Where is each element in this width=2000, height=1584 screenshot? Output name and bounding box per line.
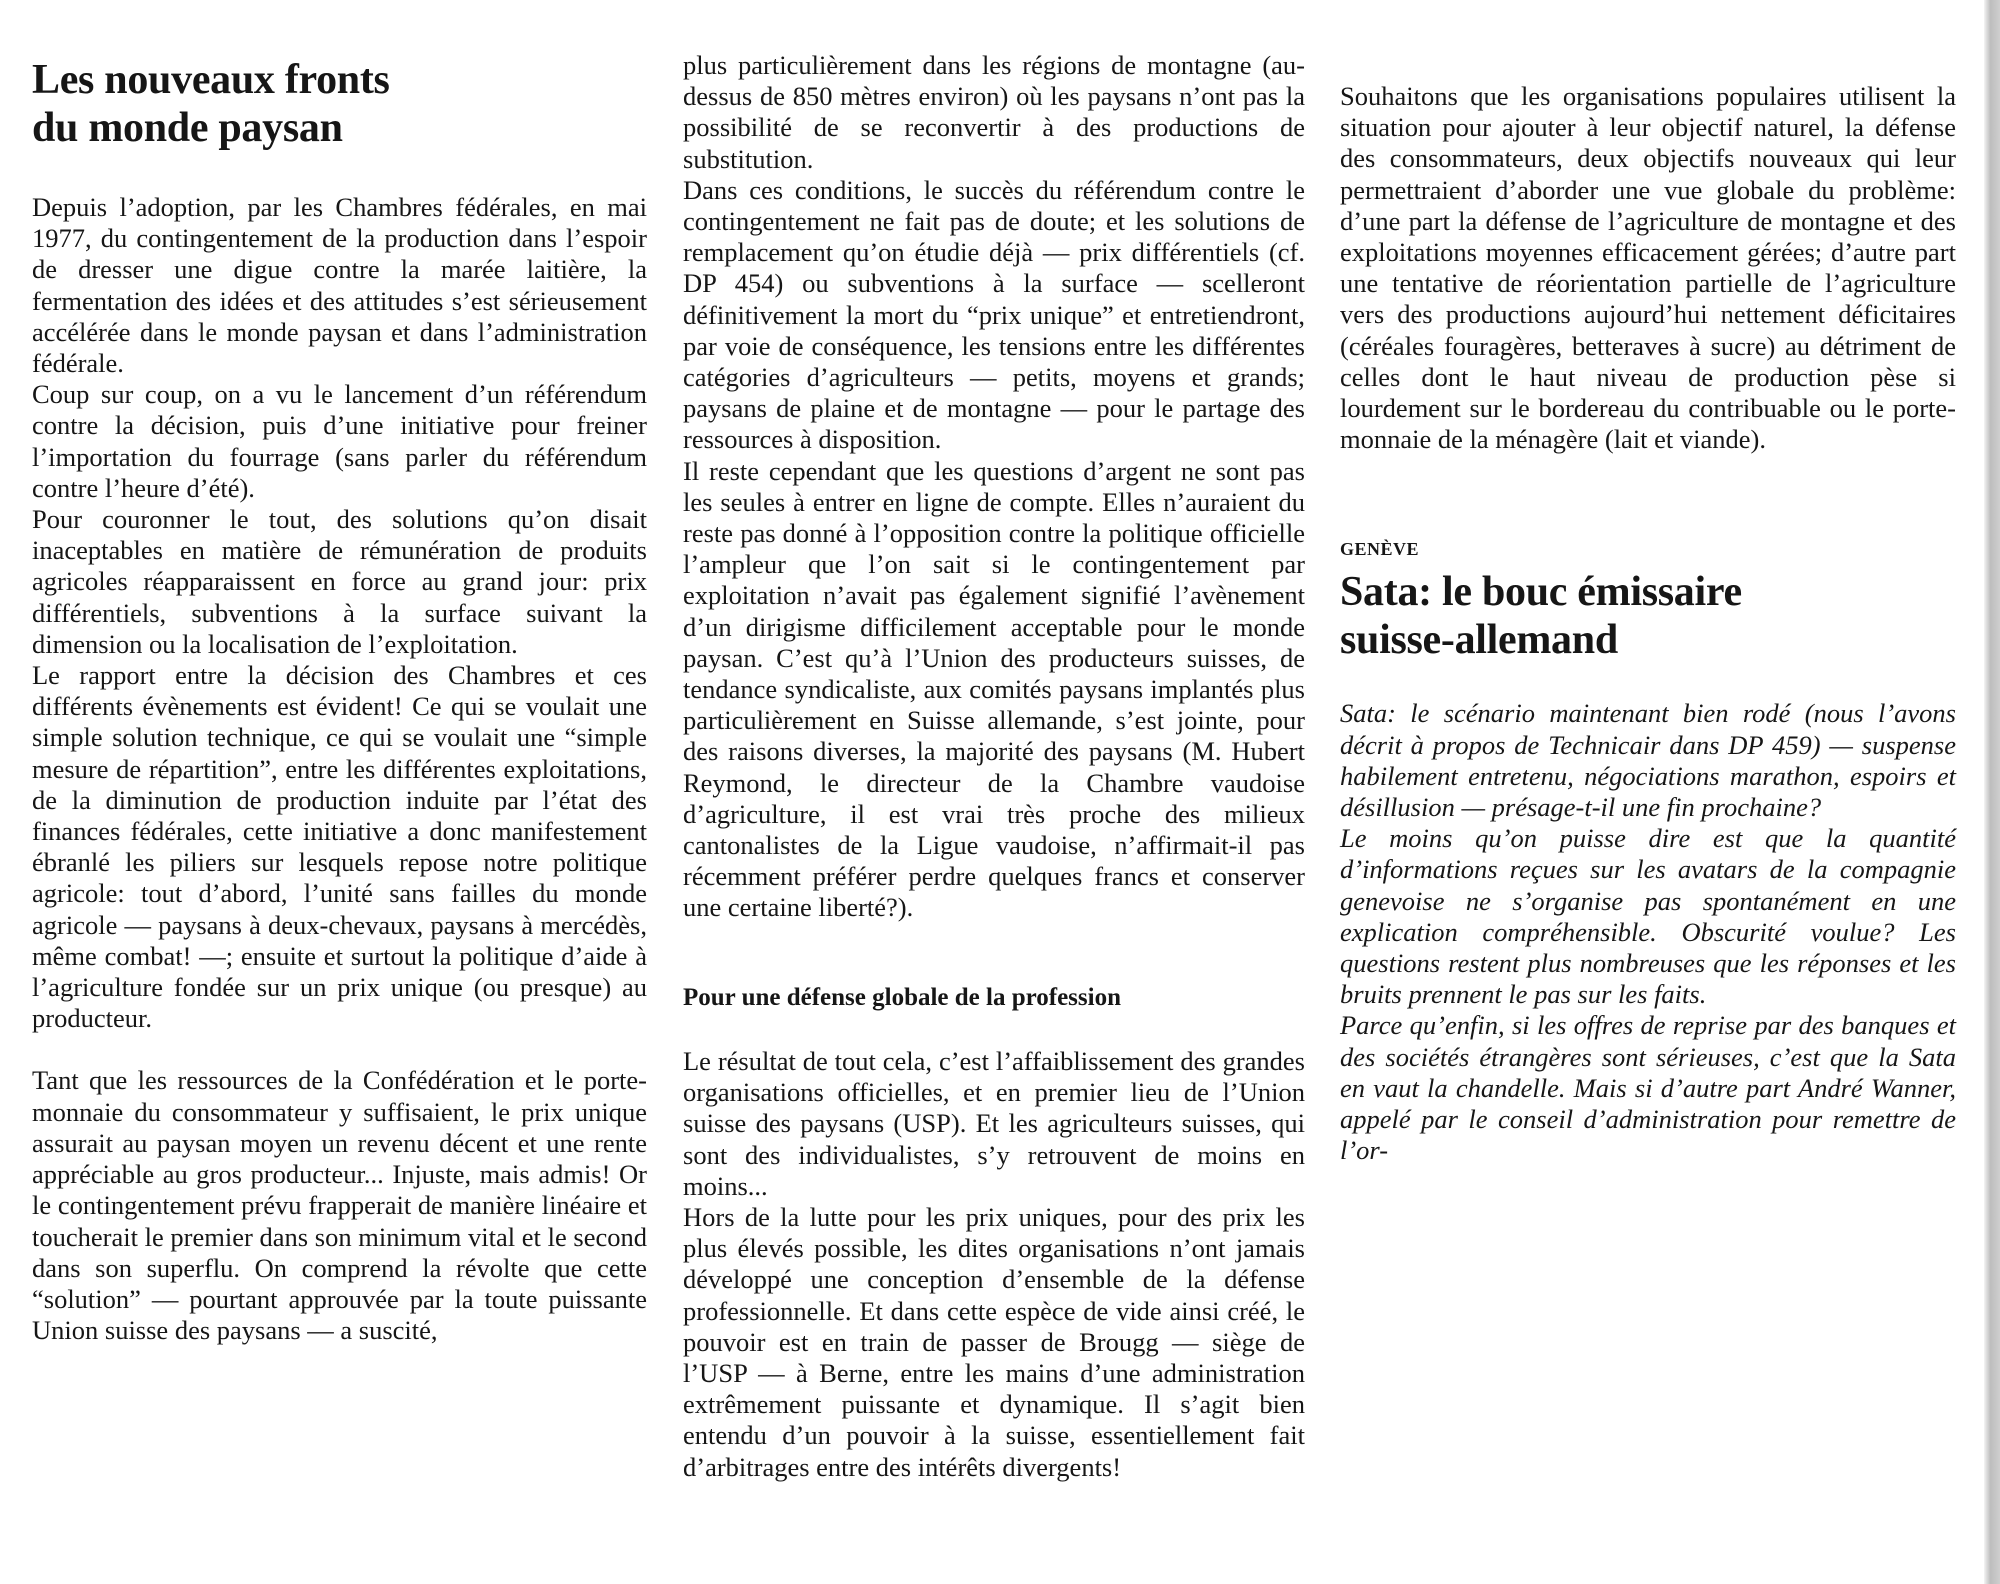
page-edge-shadow xyxy=(1984,0,2000,1584)
article-paragraph: Parce qu’enfin, si les offres de reprise par des banques et des sociétés étrangères sont sérieuses, c’est que la Sata en vaut la chandelle. Mais si d’autre part André Wanner, appelé par le conseil d’administration pour remettre de l’or- xyxy=(1340,1010,1956,1166)
article-paragraph: Dans ces conditions, le succès du référendum contre le contingentement ne fait pas de doute; et les solutions de remplacement qu’on étudie déjà — prix différentiels (cf. DP 454) ou subventions à la surface — scelleront définitivement la mort du “prix unique” et entretiendront, par voie de conséquence, les tensions entre les différentes catégories d’agriculteurs — petits, moyens et grands; paysans de plaine et de montagne — pour le partage des ressources à disposition. xyxy=(683,174,1305,455)
article-paragraph: Coup sur coup, on a vu le lancement d’un référendum contre la décision, puis d’une initiative pour freiner l’importation du fourrage (sans parler du référendum contre l’heure d’été). xyxy=(32,379,647,503)
article-paragraph: plus particulièrement dans les régions de montagne (au-dessus de 850 mètres environ) où les paysans n’ont pas la possibilité de se reconvertir à des productions de substitution. xyxy=(683,50,1305,174)
article-paragraph: Depuis l’adoption, par les Chambres fédérales, en mai 1977, du contingentement de la production dans l’espoir de dresser une digue contre la marée laitière, la fermentation des idées et des attitudes s’est sérieusement accélérée dans le monde paysan et dans l’administration fédérale. xyxy=(32,192,647,379)
article-paragraph: Hors de la lutte pour les prix uniques, pour des prix les plus élevés possible, les dites organisations n’ont jamais développé une conception d’ensemble de la défense professionnelle. Et dans cette espèce de vide ainsi créé, le pouvoir est en train de passer de Brougg — siège de l’USP — à Berne, entre les mains d’une administration extrêmement puissante et dynamique. Il s’agit bien entendu d’un pouvoir à la suisse, essentiellement fait d’arbitrages entre des intérêts divergents! xyxy=(683,1201,1305,1482)
article-title-line-2: du monde paysan xyxy=(32,105,343,151)
section-kicker: GENÈVE xyxy=(1340,539,1420,560)
article-paragraph: Souhaitons que les organisations populaires utilisent la situation pour ajouter à leur objectif naturel, la défense des consommateurs, deux objectifs nouveaux qui leur permettraient d’aborder une vue globale du problème: d’une part la défense de l’agriculture de montagne et des exploitations moyennes efficacement gérées; d’autre part une tentative de réorientation partielle de l’agriculture vers des productions aujourd’hui nettement déficitaires (céréales fouragères, betteraves à sucre) au détriment de celles dont le haut niveau de production pèse si lourdement sur le bordereau du contribuable ou le porte-monnaie de la ménagère (lait et viande). xyxy=(1340,81,1956,455)
article-paragraph: Le rapport entre la décision des Chambres et ces différents évènements est évident! Ce qui se voulait une simple solution technique, ce qui se voulait une “simple mesure de répartition”, entre les différentes exploitations, de la diminution de production induite par l’état des finances fédérales, cette initiative a donc manifestement ébranlé les piliers sur lesquels repose notre politique agricole: tout d’abord, l’unité sans failles du monde agricole — paysans à deux-chevaux, paysans à mercédès, même combat! —; ensuite et surtout la politique d’aide à l’agriculture fondée sur un prix unique (ou presque) au producteur. xyxy=(32,660,647,1034)
article-title-line-2: suisse-allemand xyxy=(1340,617,1618,664)
article-title xyxy=(32,56,647,152)
section-subheading: Pour une défense globale de la profession xyxy=(683,983,1121,1011)
column-1 xyxy=(32,50,647,1346)
column-2 xyxy=(683,50,1305,1483)
article-paragraph: Pour couronner le tout, des solutions qu’on disait inaceptables en matière de rémunération de produits agricoles réapparaissent en force au grand jour: prix différentiels, subventions à la surface suivant la dimension ou la localisation de l’exploitation. xyxy=(32,504,647,659)
article-paragraph: Sata: le scénario maintenant bien rodé (nous l’avons décrit à propos de Technicair dans DP 459) — suspense habilement entretenu, négociations marathon, espoirs et désillusion — présage-t-il une fin prochaine? xyxy=(1340,698,1956,823)
column-3 xyxy=(1340,50,1956,1166)
article-paragraph: Le moins qu’on puisse dire est que la quantité d’informations reçues sur les avatars de la compagnie genevoise ne s’organise pas spontanément en une explication compréhensible. Obscurité voulue? Les questions restent plus nombreuses que les réponses et les bruits prennent le pas sur les faits. xyxy=(1340,823,1956,1010)
article-title-line-1: Les nouveaux fronts xyxy=(32,57,390,103)
article-title-line-1: Sata: le bouc émissaire xyxy=(1340,569,1742,616)
article-title xyxy=(1340,568,1956,664)
article-paragraph: Il reste cependant que les questions d’argent ne sont pas les seules à entrer en ligne de compte. Elles n’auraient du reste pas donné à l’opposition contre la politique officielle l’ampleur que l’on sait si le contingentement par exploitation n’avait pas également signifié l’avènement d’un dirigisme difficilement acceptable pour le monde paysan. C’est qu’à l’Union des producteurs suisses, de tendance syndicaliste, aux comités paysans implantés plus particulièrement en Suisse allemande, s’est jointe, pour des raisons diverses, la majorité des paysans (M. Hubert Reymond, le directeur de la Chambre vaudoise d’agriculture, il est vrai très proche des milieux cantonalistes de la Ligue vaudoise, n’affirmait-il pas récemment préférer perdre quelques francs et conserver une certaine liberté?). xyxy=(683,455,1305,923)
article-paragraph: Le résultat de tout cela, c’est l’affaiblissement des grandes organisations officielles, et en premier lieu de l’Union suisse des paysans (USP). Et les agriculteurs suisses, qui sont des individualistes, s’y retrouvent de moins en moins... xyxy=(683,1045,1305,1201)
article-paragraph: Tant que les ressources de la Confédération et le porte-monnaie du consommateur y suffisaient, le prix unique assurait au paysan moyen un revenu décent et une rente appréciable au gros producteur... Injuste, mais admis! Or le contingentement prévu frapperait de manière linéaire et toucherait le premier dans son minimum vital et le second dans son superflu. On comprend la révolte que cette “solution” — pourtant approuvée par la toute puissante Union suisse des paysans — a suscité, xyxy=(32,1065,647,1346)
